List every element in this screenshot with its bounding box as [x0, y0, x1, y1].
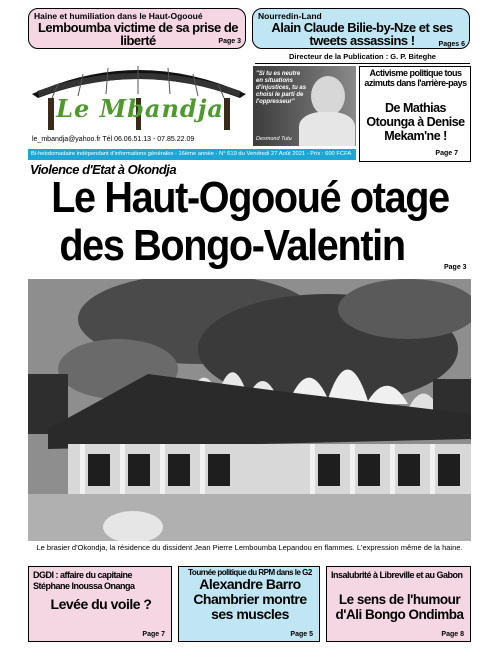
bottom-1-headline: Levée du voile ?	[50, 596, 152, 612]
bottom-2-kicker: Tournée politique du RPM dans le G2	[188, 568, 312, 577]
bottom-1-page: Page 7	[142, 631, 165, 638]
top-left-page: Page 3	[218, 38, 241, 45]
main-headline-line1: Le Haut-Ogooué otage	[51, 173, 449, 222]
top-left-teaser[interactable]	[28, 8, 246, 49]
main-page: Page 3	[444, 264, 467, 271]
bottom-2-page: Page 5	[290, 631, 313, 638]
bottom-1-kicker: DGDI : affaire du capitaine Stéphane Inoussa Onanga	[33, 570, 135, 591]
side-story-kicker: Activisme politique tous azimuts dans l'arrière-pays	[364, 68, 467, 88]
bottom-3-kicker: Insalubrité à Libreville et au Gabon	[331, 570, 463, 580]
bottom-2-headline: Alexandre Barro Chambrier montre ses muscles	[193, 576, 307, 622]
side-story-page: Page 7	[435, 150, 458, 157]
top-right-kicker: Nourredin-Land	[258, 11, 322, 21]
main-photo	[28, 279, 471, 541]
side-story-headline: De Mathias Otounga à Denise Mekam'ne !	[366, 101, 465, 143]
masthead-logo	[28, 54, 250, 136]
top-left-kicker: Haine et humiliation dans le Haut-Ogooué	[34, 11, 203, 21]
tutu-photo	[253, 66, 356, 146]
bottom-teaser-2[interactable]	[178, 566, 320, 642]
portrait-body	[299, 112, 355, 146]
director-line: Directeur de la Publication : G. P. Biteghe	[255, 52, 470, 64]
house-fire-icon	[28, 279, 471, 541]
portrait-face	[311, 76, 345, 116]
main-headline-line2: des Bongo-Valentin	[59, 221, 405, 270]
side-story[interactable]	[359, 66, 471, 162]
logo-text: Le Mbandja	[56, 94, 224, 123]
bottom-teaser-1[interactable]	[28, 566, 172, 642]
bottom-3-headline: Le sens de l'humour d'Ali Bongo Ondimba	[335, 592, 464, 622]
top-right-teaser[interactable]	[252, 8, 470, 49]
bottom-3-page: Page 8	[441, 631, 464, 638]
bottom-teaser-3[interactable]	[326, 566, 471, 642]
info-bar: Bi-hebdomadaire indépendant d'informations générales - 16ème année - N° 619 du Vendredi 27 Août 2021 - Prix : 600 FCFA	[28, 149, 356, 160]
top-right-page: Pages 6	[438, 41, 465, 48]
contact-line: le_mbandja@yahoo.fr Tél 06.06.51.13 - 07.85.22.09	[32, 136, 195, 143]
main-kicker: Violence d'Etat à Okondja	[30, 162, 177, 177]
tutu-name: Desmond Tutu	[256, 136, 292, 142]
top-right-headline: Alain Claude Bilie-by-Nze et ses tweets assassins !	[271, 20, 453, 48]
photo-caption: Le brasier d'Okondja, la résidence du dissident Jean Pierre Lemboumba Lepandou en flammes. L'expression même de la haine.	[36, 543, 463, 552]
tutu-quote: "Si tu es neutre en situations d'injustices, tu as choisi le parti de l'oppresseur"	[256, 71, 307, 105]
top-left-headline: Lemboumba victime de sa prise de liberté	[37, 20, 239, 48]
